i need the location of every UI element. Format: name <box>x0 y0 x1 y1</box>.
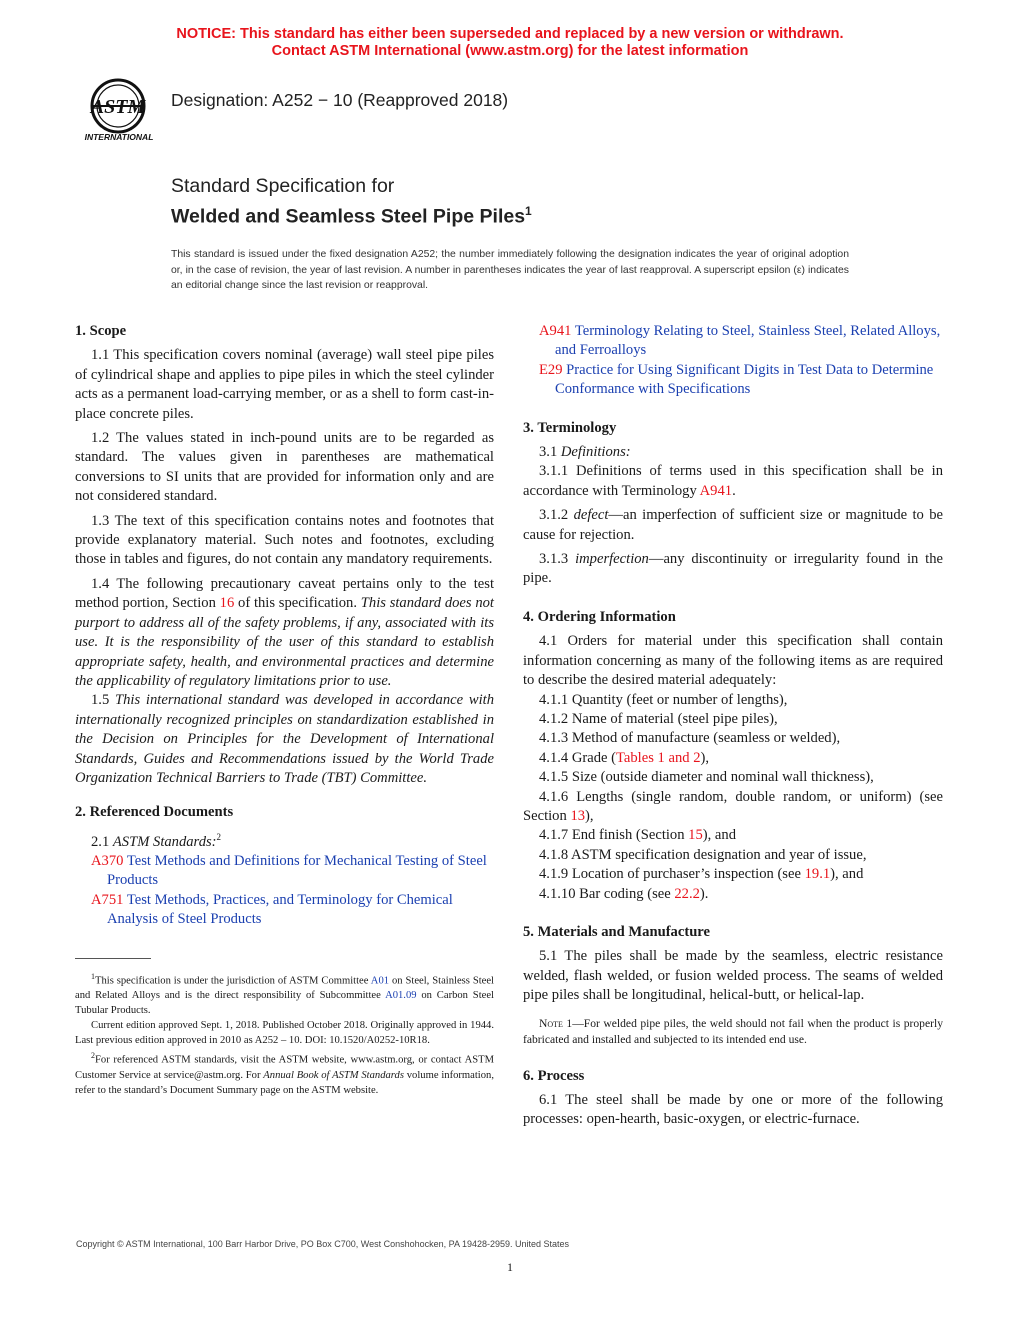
ref-a751[interactable]: A751 Test Methods, Practices, and Terminology for Chemical Analysis of Steel Products <box>91 891 453 928</box>
item-4-1-9: 4.1.9 Location of purchaser’s inspection (see 19.1), and <box>539 866 864 883</box>
footnotes <box>75 969 494 1098</box>
para-3-1: 3.1 Definitions: <box>539 444 631 461</box>
title-footnote-mark: 1 <box>525 204 532 218</box>
item-4-1-7: 4.1.7 End finish (Section 15), and <box>539 827 736 844</box>
tables-link[interactable]: Tables 1 and 2 <box>616 749 701 766</box>
item-4-1-2: 4.1.2 Name of material (steel pipe piles), <box>539 710 778 727</box>
para-1-5: 1.5 This international standard was developed in accordance with internationally recognized principles on standardization established in the Decision on Principles for the Development of International Standards, Guides and Recommendations issued by the World Trade Organization Technical Barriers to Trade (TBT) Committee. <box>75 692 495 786</box>
item-4-1-3: 4.1.3 Method of manufacture (seamless or welded), <box>539 730 841 747</box>
copyright: Copyright © ASTM International, 100 Barr Harbor Drive, PO Box C700, West Conshohocken, PA 19428-2959. United States <box>76 1239 570 1249</box>
a941-link[interactable]: A941 <box>699 482 733 499</box>
section-4-heading: 4. Ordering Information <box>523 608 676 625</box>
section-15-link[interactable]: 15 <box>688 827 703 844</box>
title-line-1: Standard Specification for <box>171 175 395 197</box>
right-column <box>523 322 943 1130</box>
para-5-1: 5.1 The piles shall be made by the seamless, electric resistance welded, flash welded, or fusion welded process. The seams of welded pipe piles shall be longitudinal, helical-butt, or helical-lap. <box>523 948 943 1004</box>
para-1-3: 1.3 The text of this specification contains notes and footnotes that provide explanatory material. Such notes and footnotes, excluding those in tables and figures, do not contain any mandatory requirements. <box>75 512 494 568</box>
item-4-1-10: 4.1.10 Bar coding (see 22.2). <box>539 885 709 902</box>
footnote-rule <box>75 958 151 959</box>
title-line-2: Welded and Seamless Steel Pipe Piles <box>171 205 526 228</box>
para-6-1: 6.1 The steel shall be made by one or more of the following processes: open-hearth, basic-oxygen, or electric-furnace. <box>523 1092 943 1128</box>
para-4-1: 4.1 Orders for material under this specification shall contain information concerning as many of the following items as are required to describe the desired material adequately: <box>523 633 943 689</box>
designation: Designation: A252 − 10 (Reapproved 2018) <box>171 90 509 110</box>
item-4-1-4: 4.1.4 Grade (Tables 1 and 2), <box>539 749 710 766</box>
para-3-1-1: 3.1.1 Definitions of terms used in this specification shall be in accordance with Terminology A941. <box>523 463 943 499</box>
para-1-1: 1.1 This specification covers nominal (average) wall steel pipe piles of cylindrical shape and applies to pipe piles in which the steel cylinder acts as a permanent load-carrying member, or as a shell to form cast-in-place concrete piles. <box>75 347 494 422</box>
para-2-1: 2.1 ASTM Standards:$^2$ <box>91 831 222 850</box>
notice-banner <box>0 26 1020 60</box>
section-5-heading: 5. Materials and Manufacture <box>523 923 710 940</box>
ref-a941[interactable]: A941 Terminology Relating to Steel, Stainless Steel, Related Alloys, and Ferroalloys <box>539 323 941 359</box>
logo-subtext: INTERNATIONAL <box>84 132 154 142</box>
section-19-1-link[interactable]: 19.1 <box>804 866 831 883</box>
note-1: Note 1—For welded pipe piles, the weld should not fail when the product is properly fabricated and installed and subjected to its intended end use. <box>523 1016 943 1046</box>
notice-line-2: Contact ASTM International (www.astm.org) for the latest information <box>271 43 749 59</box>
committee-a01-link[interactable]: A01 <box>370 975 390 987</box>
section-6-heading: 6. Process <box>523 1067 585 1084</box>
section-16-link[interactable]: 16 <box>219 595 235 612</box>
para-1-2: 1.2 The values stated in inch-pound units are to be regarded as standard. The values given in parentheses are mathematical conversions to SI units that are provided for information only and are not considered standard. <box>75 430 494 505</box>
issue-statement: This standard is issued under the fixed designation A252; the number immediately following the designation indicates the year of original adoption or, in the case of revision, the year of last revision. A number in parentheses indicates the year of last reapproval. A superscript epsilon (ε) indicates an editorial change since the last revision or reapproval. <box>171 249 849 291</box>
section-22-2-link[interactable]: 22.2 <box>674 885 700 902</box>
section-1-heading: 1. Scope <box>75 323 127 339</box>
logo-text: ASTM <box>90 96 146 118</box>
section-2-heading: 2. Referenced Documents <box>75 804 234 821</box>
astm-logo <box>76 76 162 144</box>
left-column <box>75 322 494 1098</box>
section-13-link[interactable]: 13 <box>570 807 586 824</box>
para-3-1-2: 3.1.2 defect—an imperfection of sufficient size or magnitude to be cause for rejection. <box>523 507 943 543</box>
para-3-1-3: 3.1.3 imperfection—any discontinuity or irregularity found in the pipe. <box>523 551 944 587</box>
notice-line-1: NOTICE: This standard has either been superseded and replaced by a new version or withdrawn. <box>176 26 844 42</box>
ref-a370[interactable]: A370 Test Methods and Definitions for Mechanical Testing of Steel Products <box>91 853 487 889</box>
ref-e29[interactable]: E29 Practice for Using Significant Digits in Test Data to Determine Conformance with Specifications <box>539 361 934 398</box>
item-4-1-8: 4.1.8 ASTM specification designation and year of issue, <box>539 846 867 863</box>
section-3-heading: 3. Terminology <box>523 419 617 436</box>
page-title <box>171 174 532 230</box>
page-number: 1 <box>507 1260 513 1274</box>
footnote-2: $^2$For referenced ASTM standards, visit the ASTM website, www.astm.org, or contact ASTM Customer Service at service@astm.org. For Annual Book of ASTM Standards volume information, refer to the standard’s Document Summary page on the ASTM website. <box>75 1051 494 1096</box>
item-4-1-1: 4.1.1 Quantity (feet or number of lengths), <box>539 691 788 708</box>
item-4-1-5: 4.1.5 Size (outside diameter and nominal wall thickness), <box>539 769 874 786</box>
footnote-1: $^1$This specification is under the jurisdiction of ASTM Committee A01 on Steel, Stainless Steel and Related Alloys and is the direct responsibility of Subcommittee A01.09 on Carbon Steel Tubular Products. <box>75 971 495 1017</box>
footnote-1-edition: Current edition approved Sept. 1, 2018. Published October 2018. Originally approved in 1944. Last previous edition approved in 2010 as A252 – 10. DOI: 10.1520/A0252-10R18. <box>75 1020 494 1047</box>
subcommittee-a0109-link[interactable]: A01.09 <box>385 990 417 1002</box>
para-1-4: 1.4 The following precautionary caveat pertains only to the test method portion, Section 16 of this specification. This standard does not purport to address all of the safety problems, if any, associated with its use. It is the responsibility of the user of this standard to establish appropriate safety, health, and environmental practices and determine the applicability of regulatory limitations prior to use. <box>75 575 494 689</box>
item-4-1-6: 4.1.6 Lengths (single random, double random, or uniform) (see Section 13), <box>523 788 943 824</box>
